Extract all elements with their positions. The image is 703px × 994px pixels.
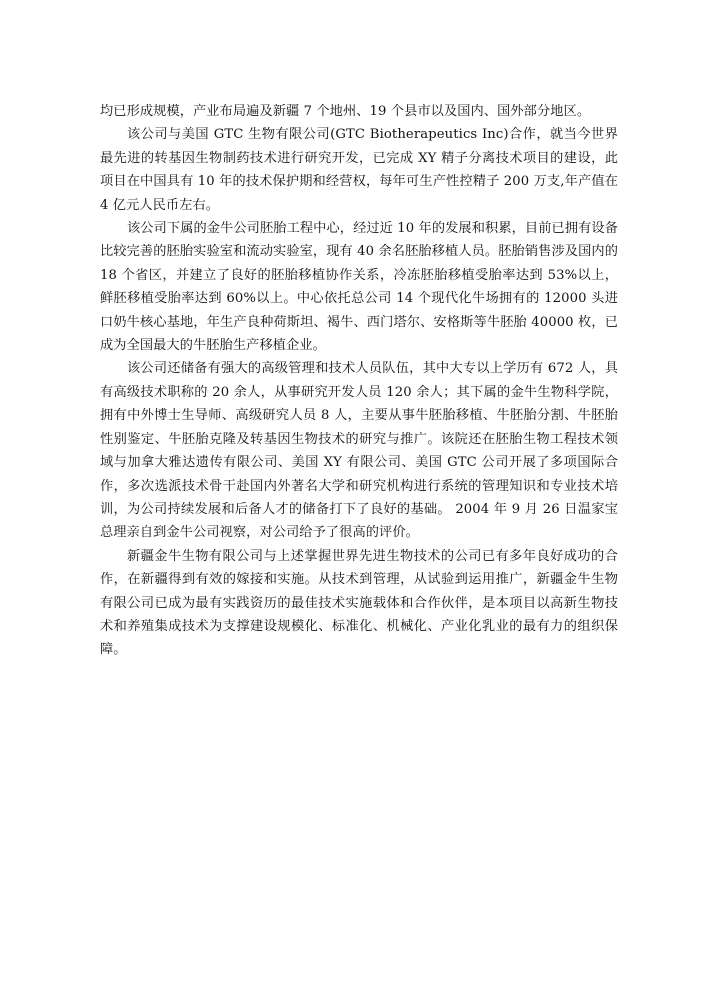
paragraph-organizational-guarantee: 新疆金牛生物有限公司与上述掌握世界先进生物技术的公司已有多年良好成功的合作，在新疆得到有效的嫁接和实施。从技术到管理，从试验到运用推广，新疆金牛生物有限公司已成为最有实践资历的最佳技术实施载体和合作伙伴，是本项目以高新生物技术和养殖集成技术为支撑建设规模化、标准化、机械化、产业化乳业的最有力的组织保障。 <box>100 548 618 658</box>
paragraph-staff-team: 该公司还储备有强大的高级管理和技术人员队伍，其中大专以上学历有 672 人，具有高级技术职称的 20 余人，从事研究开发人员 120 余人；其下属的金牛生物科学院，拥有中外博士生导师、高级研究人员 8 人，主要从事牛胚胎移植、牛胚胎分割、牛胚胎性别鉴定、牛胚胎克隆及转基因生物技术的研究与推广。该院还在胚胎生物工程技术领域与加拿大雅达遗传有限公司、美国 XY 有限公司、美国 GTC 公司开展了多项国际合作，多次选派技术骨干赴国内外著名大学和研究机构进行系统的管理知识和专业技术培训，为公司持续发展和后备人才的储备打下了良好的基础。 2004 年 9 月 26 日温家宝总理亲自到金牛公司视察，对公司给予了很高的评价。 <box>100 361 619 541</box>
paragraph-gtc-cooperation: 该公司与美国 GTC 生物有限公司(GTC Biotherapeutics Inc)合作，就当今世界最先进的转基因生物制药技术进行研究开发，已完成 XY 精子分离技术项目的建设，此项目在中国具有 10 年的技术保护期和经营权，每年可生产性控精子 200 万支,年产值在 4 亿元人民币左右。 <box>100 127 618 213</box>
document-body <box>100 100 618 662</box>
paragraph-continuation: 均已形成规模，产业布局遍及新疆 7 个地州、19 个县市以及国内、国外部分地区。 <box>100 104 591 119</box>
paragraph-embryo-center: 该公司下属的金牛公司胚胎工程中心，经过近 10 年的发展和积累，目前已拥有设备比较完善的胚胎实验室和流动实验室，现有 40 余名胚胎移植人员。胚胎销售涉及国内的 18 个省区，并建立了良好的胚胎移植协作关系，冷冻胚胎移植受胎率达到 53%以上，鲜胚移植受胎率达到 60%以上。中心依托总公司 14 个现代化牛场拥有的 12000 头进口奶牛核心基地，年生产良种荷斯坦、褐牛、西门塔尔、安格斯等牛胚胎 40000 枚，已成为全国最大的牛胚胎生产移植企业。 <box>100 221 618 354</box>
